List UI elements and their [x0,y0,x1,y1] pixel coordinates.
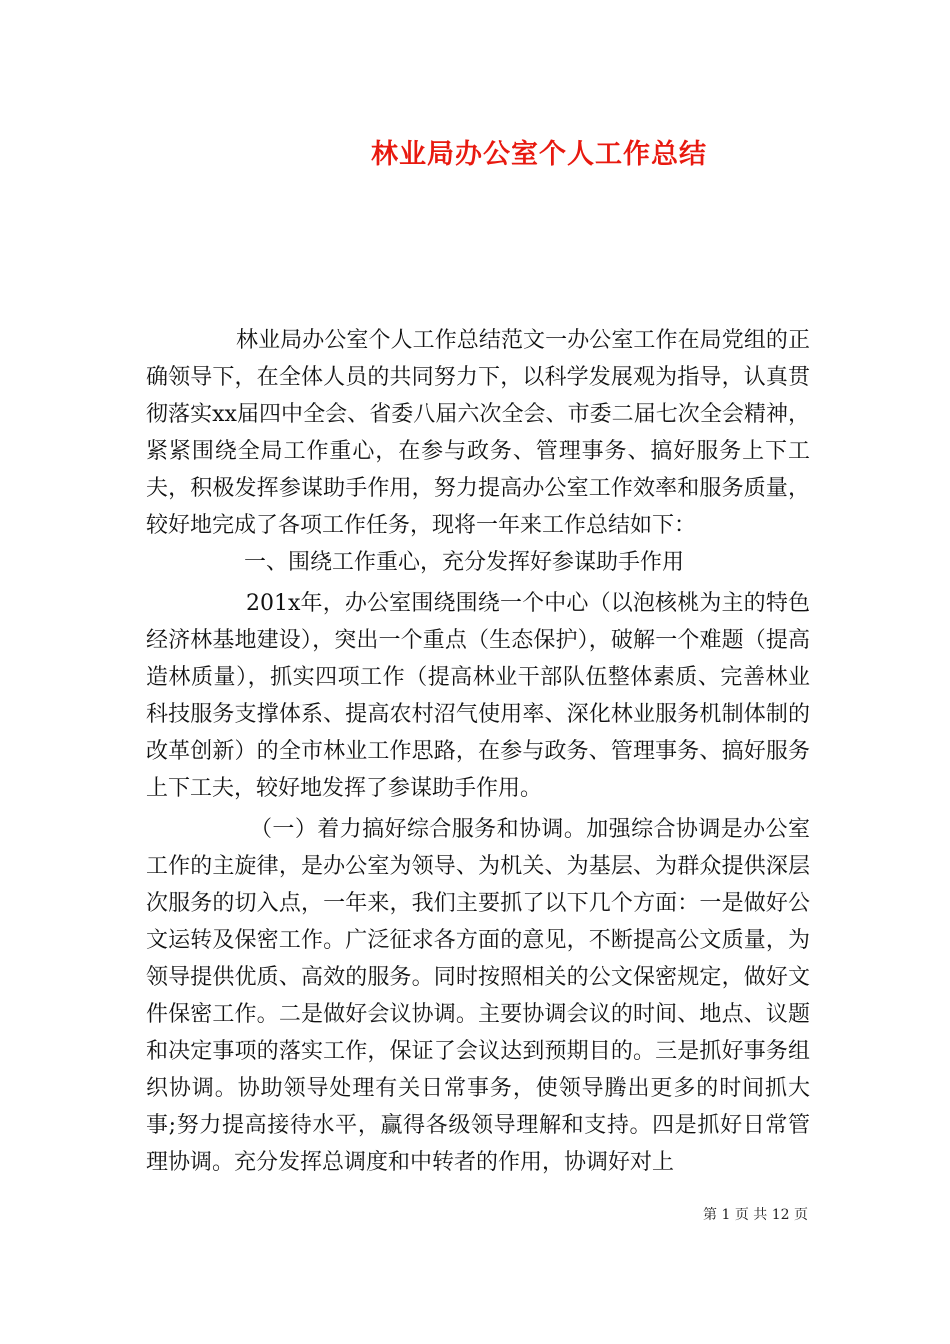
subsection-paragraph: （一）着力搞好综合服务和协调。加强综合协调是办公室工作的主旋律，是办公室为领导、为机关、为基层、为群众提供深层次服务的切入点，一年来，我们主要抓了以下几个方面：一是做好公文运转及保密工作。广泛征求各方面的意见，不断提高公文质量，为领导提供优质、高效的服务。同时按照相关的公文保密规定，做好文件保密工作。二是做好会议协调。主要协调会议的时间、地点、议题和决定事项的落实工作，保证了会议达到预期目的。三是抓好事务组织协调。协助领导处理有关日常事务，使领导腾出更多的时间抓大事;努力提高接待水平，赢得各级领导理解和支持。四是抓好日常管理协调。充分发挥总调度和中转者的作用，协调好对上 [146,817,810,1175]
intro-paragraph: 林业局办公室个人工作总结范文一办公室工作在局党组的正确领导下，在全体人员的共同努力下，以科学发展观为指导，认真贯彻落实xx届四中全会、省委八届六次全会、市委二届七次全会精神，紧紧围绕全局工作重心，在参与政务、管理事务、搞好服务上下工夫，积极发挥参谋助手作用，努力提高办公室工作效率和服务质量，较好地完成了各项工作任务，现将一年来工作总结如下： [146,328,810,538]
document-title: 林业局办公室个人工作总结 [371,139,707,170]
section-paragraph: 201x年，办公室围绕围绕一个中心（以泡核桃为主的特色经济林基地建设），突出一个重点（生态保护），破解一个难题（提高造林质量），抓实四项工作（提高林业干部队伍整体素质、完善林业科技服务支撑体系、提高农村沼气使用率、深化林业服务机制体制的改革创新）的全市林业工作思路，在参与政务、管理事务、搞好服务上下工夫，较好地发挥了参谋助手作用。 [146,591,810,801]
section-heading: 一、围绕工作重心，充分发挥好参谋助手作用 [244,550,685,575]
document-body [146,322,810,1181]
page-number: 第 1 页 共 12 页 [703,1207,808,1223]
